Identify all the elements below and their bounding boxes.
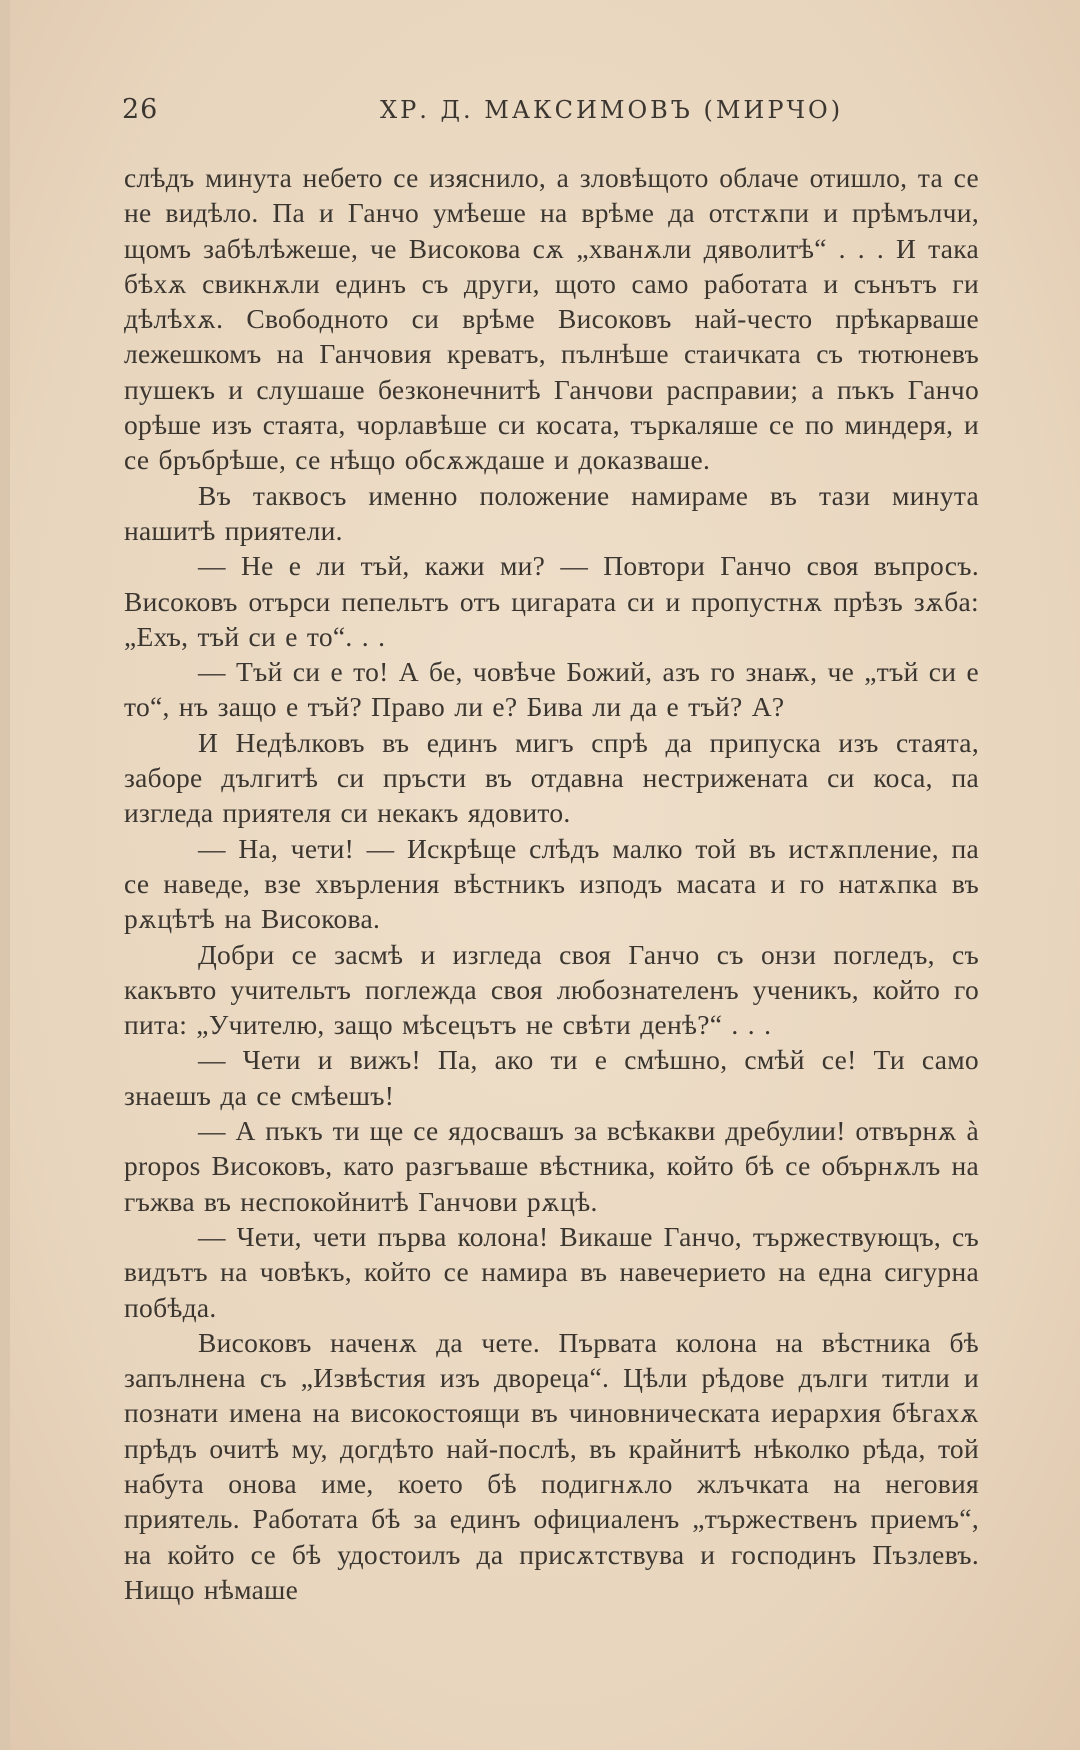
page-number: 26 <box>122 94 159 125</box>
paragraph: И Недѣлковъ въ единъ мигъ спрѣ да припуска изъ стаята, заборе дългитѣ си пръсти въ отдавна нестрижената си коса, па изгледа приятеля си некакъ ядовито. <box>124 726 979 829</box>
paragraph: — Чети и вижъ! Па, ако ти е смѣшно, смѣй се! Ти само знаешъ да се смѣешъ! <box>124 1044 979 1111</box>
paragraph: — Не е ли тъй, кажи ми? — Повтори Ганчо своя въпросъ. Високовъ отърси пепельтъ отъ цигарата си и пропустнѫ прѣзъ зѫба: „Ехъ, тъй си е то“. . . <box>124 550 979 652</box>
paragraph: — А пъкъ ти ще се ядосвашъ за всѣкакви дребулии! отвърнѫ à propos Високовъ, като разгъваше вѣстника, който бѣ се обърнѫлъ на гъжва въ неспокойнитѣ Ганчови рѫцѣ. <box>124 1115 979 1217</box>
running-head: ХР. Д. МАКСИМОВЪ (МИРЧО) <box>380 96 844 124</box>
paragraph: Добри се засмѣ и изгледа своя Ганчо съ онзи погледъ, съ какъвто учительтъ поглежда своя любознателенъ ученикъ, който го пита: „Учителю, защо мѣсецътъ не свѣти денѣ?“ . . . <box>124 938 979 1041</box>
paragraph: Високовъ наченѫ да чете. Първата колона на вѣстника бѣ запълнена съ „Извѣстия изъ двореца“. Цѣли рѣдове дълги титли и познати имена на високостоящи въ чиновническата иерархия бѣгахѫ прѣдъ очитѣ му, догдѣто най-послѣ, въ крайнитѣ нѣколко рѣда, той набута онова име, което бѣ подигнѫло жлъчката на неговия приятель. Работата бѣ за единъ официаленъ „тържественъ приемъ“, на който се бѣ удостоилъ да присѫтствува и господинъ Пъзлевъ. Нищо нѣмаше <box>124 1326 979 1605</box>
paragraph: Въ таквосъ именно положение намираме въ тази минута нашитѣ приятели. <box>124 479 979 546</box>
page-header <box>120 94 980 134</box>
body-text <box>124 160 979 1607</box>
page-edge <box>0 0 10 1750</box>
paragraph: — Чети, чети първа колона! Викаше Ганчо, тържествующъ, съ видътъ на човѣкъ, който се намира въ навечерието на една сигурна побѣда. <box>124 1220 979 1323</box>
paragraph: — Тъй си е то! А бе, човѣче Божий, азъ го знаѭ, че „тъй си е то“, нъ защо е тъй? Право ли е? Бива ли да е тъй? А? <box>124 656 979 723</box>
paragraph: — На, чети! — Искрѣще слѣдъ малко той въ истѫпление, па се наведе, взе хвърления вѣстникъ изподъ масата и го натѫпка въ рѫцѣтѣ на Високова. <box>124 832 979 935</box>
paragraph: слѣдъ минута небето се изяснило, а зловѣщото облаче отишло, та се не видѣло. Па и Ганчо умѣеше на врѣме да отстѫпи и прѣмълчи, щомъ забѣлѣжеше, че Високова сѫ „хванѫли дяволитѣ“ . . . И така бѣхѫ свикнѫли единъ съ други, щото само работата и сънътъ ги дѣлѣхѫ. Свободното си врѣме Високовъ най-често прѣкарваше лежешкомъ на Ганчовия креватъ, пълнѣше стаичката съ тютюневъ пушекъ и слушаше безконечнитѣ Ганчови расправии; а пъкъ Ганчо орѣше изъ стаята, чорлавѣше си косата, търкаляше се по миндеря, и се бръбрѣше, се нѣщо обсѫждаше и доказваше. <box>124 162 979 476</box>
